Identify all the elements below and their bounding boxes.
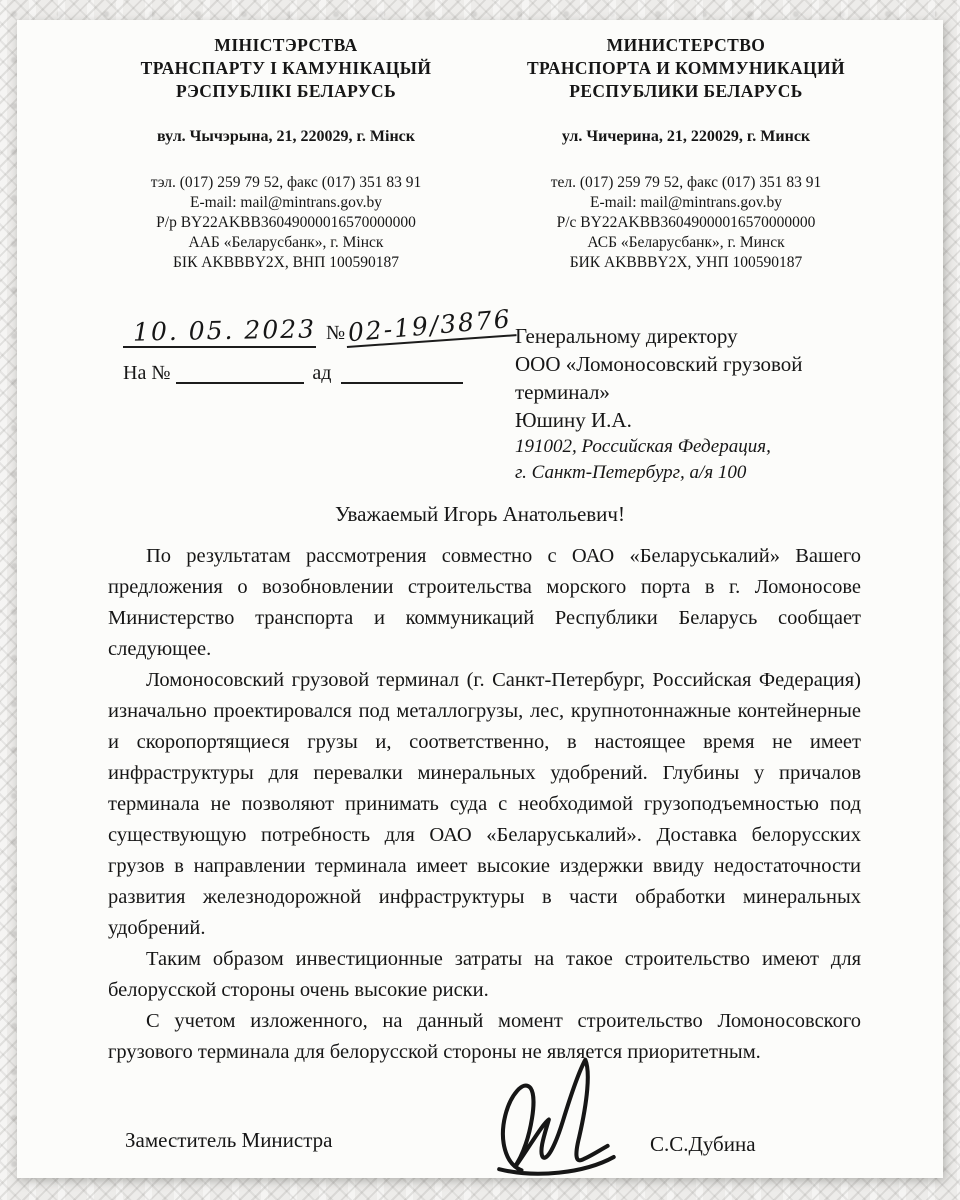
contact-line: ААБ «Беларусбанк», г. Мінск <box>188 234 384 251</box>
letter-body <box>108 541 861 1068</box>
body-paragraph: С учетом изложенного, на данный момент строительство Ломоносовского грузового терминала для белорусской стороны не является приоритетным. <box>108 1010 861 1063</box>
salutation: Уважаемый Игорь Анатольевич! <box>335 502 625 526</box>
signer-name: С.С.Дубина <box>650 1132 756 1156</box>
contact-line: АСБ «Беларусбанк», г. Минск <box>587 234 785 251</box>
reply-reference-row <box>123 359 513 385</box>
contact-line: E-mail: mail@mintrans.gov.by <box>590 194 782 211</box>
date-number-row <box>123 302 513 348</box>
org-name-line: РЕСПУБЛИКИ БЕЛАРУСЬ <box>569 81 803 101</box>
org-address: вул. Чычэрына, 21, 220029, г. Мінск <box>157 128 415 145</box>
reference-block <box>123 302 513 385</box>
handwritten-date: 10. 05. 2023 <box>132 314 317 347</box>
contact-line: тел. (017) 259 79 52, факс (017) 351 83 91 <box>550 174 822 191</box>
contact-line: Р/р BY22AKBB36049000016570000000 <box>156 214 416 231</box>
reply-from-label: ад <box>312 362 332 384</box>
contact-line: E-mail: mail@mintrans.gov.by <box>190 194 382 211</box>
body-paragraph: Ломоносовский грузовой терминал (г. Санкт-Петербург, Российская Федерация) изначально проектировался под металлогрузы, лес, крупнотоннажные контейнерные и скоропортящиеся грузы и, соответственно, в настоящее время не имеет инфраструктуры для перевалки минеральных удобрений. Глубины у причалов терминала не позволяют принимать суда с необходимой грузоподъемностью под существующую потребность для ОАО «Беларуськалий». Доставка белорусских грузов в направлении терминала имеет высокие издержки ввиду недостаточности развития железнодорожной инфраструктуры в части обработки минеральных удобрений. <box>108 669 861 939</box>
signature-scribble-icon <box>485 1052 637 1180</box>
reply-date-underline <box>341 360 463 384</box>
signer-title: Заместитель Министра <box>125 1128 333 1152</box>
contact-line: Р/с BY22AKBB36049000016570000000 <box>556 214 816 231</box>
number-sign: № <box>326 322 346 344</box>
org-name-line: МИНИСТЕРСТВО <box>606 35 766 55</box>
recipient-line: Генеральному директору <box>515 324 738 348</box>
letterhead-left <box>95 34 477 273</box>
recipient-address-line: г. Санкт-Петербург, а/я 100 <box>515 462 747 483</box>
contact-line: тэл. (017) 259 79 52, факс (017) 351 83 91 <box>150 174 422 191</box>
recipient-line: терминал» <box>515 380 610 404</box>
contact-line: БІК AKBBBY2X, ВНП 100590187 <box>173 254 399 271</box>
handwritten-number: 02-19/3876 <box>346 304 513 348</box>
org-name-line: ТРАНСПОРТА И КОММУНИКАЦИЙ <box>526 58 846 78</box>
org-contacts <box>495 173 877 273</box>
date-field <box>123 316 316 348</box>
reply-number-label: На № <box>123 362 171 384</box>
number-field <box>326 304 517 348</box>
org-name-line: МІНІСТЭРСТВА <box>214 35 358 55</box>
org-name-line: ТРАНСПАРТУ І КАМУНІКАЦЫЙ <box>140 58 432 78</box>
body-paragraph: Таким образом инвестиционные затраты на такое строительство имеют для белорусской стороны очень высокие риски. <box>108 948 861 1001</box>
org-name-line: РЭСПУБЛІКІ БЕЛАРУСЬ <box>175 81 397 101</box>
contact-line: БИК AKBBBY2X, УНП 100590187 <box>569 254 803 271</box>
recipient-block <box>515 322 915 486</box>
org-contacts <box>95 173 477 273</box>
letter-page <box>17 20 943 1178</box>
org-address: ул. Чичерина, 21, 220029, г. Минск <box>561 128 811 145</box>
recipient-address-line: 191002, Российская Федерация, <box>515 436 771 457</box>
recipient-line: ООО «Ломоносовский грузовой <box>515 352 803 376</box>
body-paragraph: По результатам рассмотрения совместно с ОАО «Беларуськалий» Вашего предложения о возобновлении строительства морского порта в г. Ломоносове Министерство транспорта и коммуникаций Республики Беларусь сообщает следующее. <box>108 545 861 660</box>
reply-number-underline <box>176 360 304 384</box>
recipient-line: Юшину И.А. <box>515 408 632 432</box>
letterhead-right <box>495 34 877 273</box>
outgoing-number-underline <box>345 305 517 348</box>
